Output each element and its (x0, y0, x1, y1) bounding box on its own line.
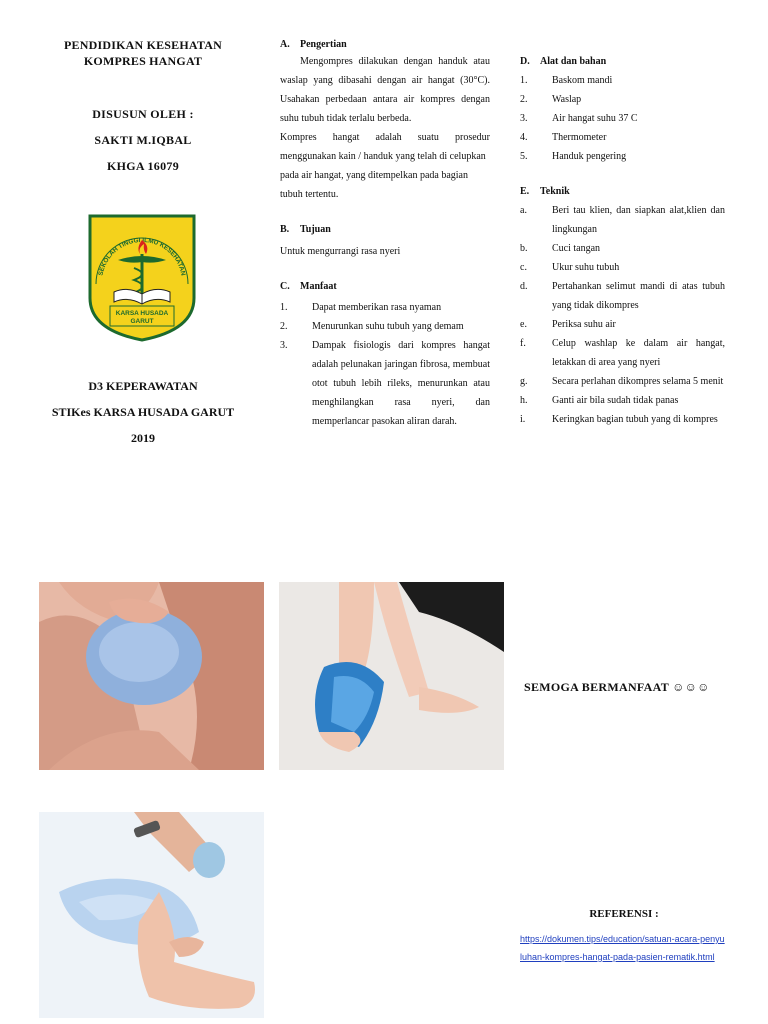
list-item: h. Ganti air bila sudah tidak panas (520, 395, 679, 406)
list-item: i. Keringkan bagian tubuh yang di kompres (520, 414, 718, 425)
section-b-text: Untuk mengurrangi rasa nyeri (280, 246, 401, 257)
section-c-title: Manfaat (300, 281, 337, 292)
section-a-heading (280, 38, 490, 52)
list-item: b. Cuci tangan (520, 243, 601, 254)
cover-title-line1: PENDIDIKAN KESEHATAN (64, 38, 222, 52)
section-a-paragraph-1: Mengompres dilakukan dengan handuk atau waslap yang dibasahi dengan air hangat (30°C). Usahakan perbedaan antara air kompres dengan suhu tubuh tidak terlalu berbeda. (280, 56, 490, 124)
list-item: e. Periksa suhu air (520, 319, 616, 330)
section-d-title: Alat dan bahan (540, 56, 607, 67)
foot-ice-bag-photo (39, 812, 264, 1018)
ankle-compress-photo (279, 582, 504, 770)
list-item: 5. Handuk pengering (520, 151, 627, 162)
reference-title: REFERENSI : (589, 908, 659, 920)
section-b-heading (280, 223, 490, 237)
section-a-letter: A. (280, 39, 290, 50)
institution-logo-icon (88, 214, 196, 342)
section-c-letter: C. (280, 281, 290, 292)
student-id: KHGA 16079 (106, 159, 179, 173)
section-e-heading (520, 185, 725, 199)
section-c-heading (280, 280, 490, 294)
list-item: c. Ukur suhu tubuh (520, 262, 620, 273)
closing-message: SEMOGA BERMANFAAT ☺☺☺ (524, 680, 710, 694)
svg-text:GARUT: GARUT (130, 318, 154, 325)
section-e-letter: E. (520, 186, 530, 197)
reference-link[interactable]: https://dokumen.tips/education/satuan-acara-penyuluhan-kompres-hangat-pada-pasien-rematik.html (520, 934, 725, 962)
study-program: D3 KEPERAWATAN (88, 379, 198, 393)
list-item: 2. Menurunkan suhu tubuh yang demam (280, 321, 464, 332)
section-a-paragraph-3: pada air hangat, yang ditempelkan pada bagian tubuh tertentu. (280, 170, 468, 200)
svg-text:KARSA HUSADA: KARSA HUSADA (115, 310, 169, 317)
section-a-paragraph-2: Kompres hangat adalah suatu prosedur menggunakan kain / handuk yang telah di celupkan (280, 132, 490, 162)
ankle-compress-illustration-icon (279, 582, 504, 770)
section-d-list (520, 71, 725, 166)
section-e-list (520, 201, 725, 429)
list-item: 1. Dapat memberikan rasa nyaman (280, 302, 442, 313)
author-name: SAKTI M.IQBAL (94, 133, 192, 147)
list-item: d. Pertahankan selimut mandi di atas tubuh yang tidak dikompres (520, 281, 725, 311)
publication-year: 2019 (131, 431, 155, 445)
section-d-letter: D. (520, 56, 530, 67)
list-item: 1. Baskom mandi (520, 75, 613, 86)
compiled-by-label: DISUSUN OLEH : (92, 107, 194, 121)
column-sections-de (520, 55, 725, 429)
section-a-title: Pengertian (300, 39, 347, 50)
section-d-heading (520, 55, 725, 69)
knee-compress-photo (39, 582, 264, 770)
list-item: f. Celup washlap ke dalam air hangat, letakkan di area yang nyeri (520, 338, 725, 368)
list-item: 3. Dampak fisiologis dari kompres hangat adalah pelunakan jaringan fibrosa, membuat otot tubuh lebih rileks, menurunkan atau menghilangkan rasa nyeri, dan memperlancar pasokan aliran darah. (280, 340, 490, 427)
column-sections-abc (280, 38, 490, 431)
cover-title-line2: KOMPRES HANGAT (83, 54, 203, 68)
svg-text:SEKOLAH TINGGI ILMU KESEHATAN: SEKOLAH TINGGI ILMU KESEHATAN (97, 236, 187, 277)
knee-compress-illustration-icon (39, 582, 264, 770)
list-item: a. Beri tau klien, dan siapkan alat,klien dan lingkungan (520, 205, 725, 235)
section-e-title: Teknik (540, 186, 570, 197)
foot-ice-bag-illustration-icon (39, 812, 264, 1018)
list-item: g. Secara perlahan dikompres selama 5 menit (520, 376, 724, 387)
section-b-title: Tujuan (300, 224, 331, 235)
list-item: 4. Thermometer (520, 132, 607, 143)
list-item: 3. Air hangat suhu 37 C (520, 113, 638, 124)
list-item: 2. Waslap (520, 94, 582, 105)
section-c-list (280, 298, 490, 431)
institution-name: STIKes KARSA HUSADA GARUT (51, 405, 235, 419)
section-b-letter: B. (280, 224, 290, 235)
